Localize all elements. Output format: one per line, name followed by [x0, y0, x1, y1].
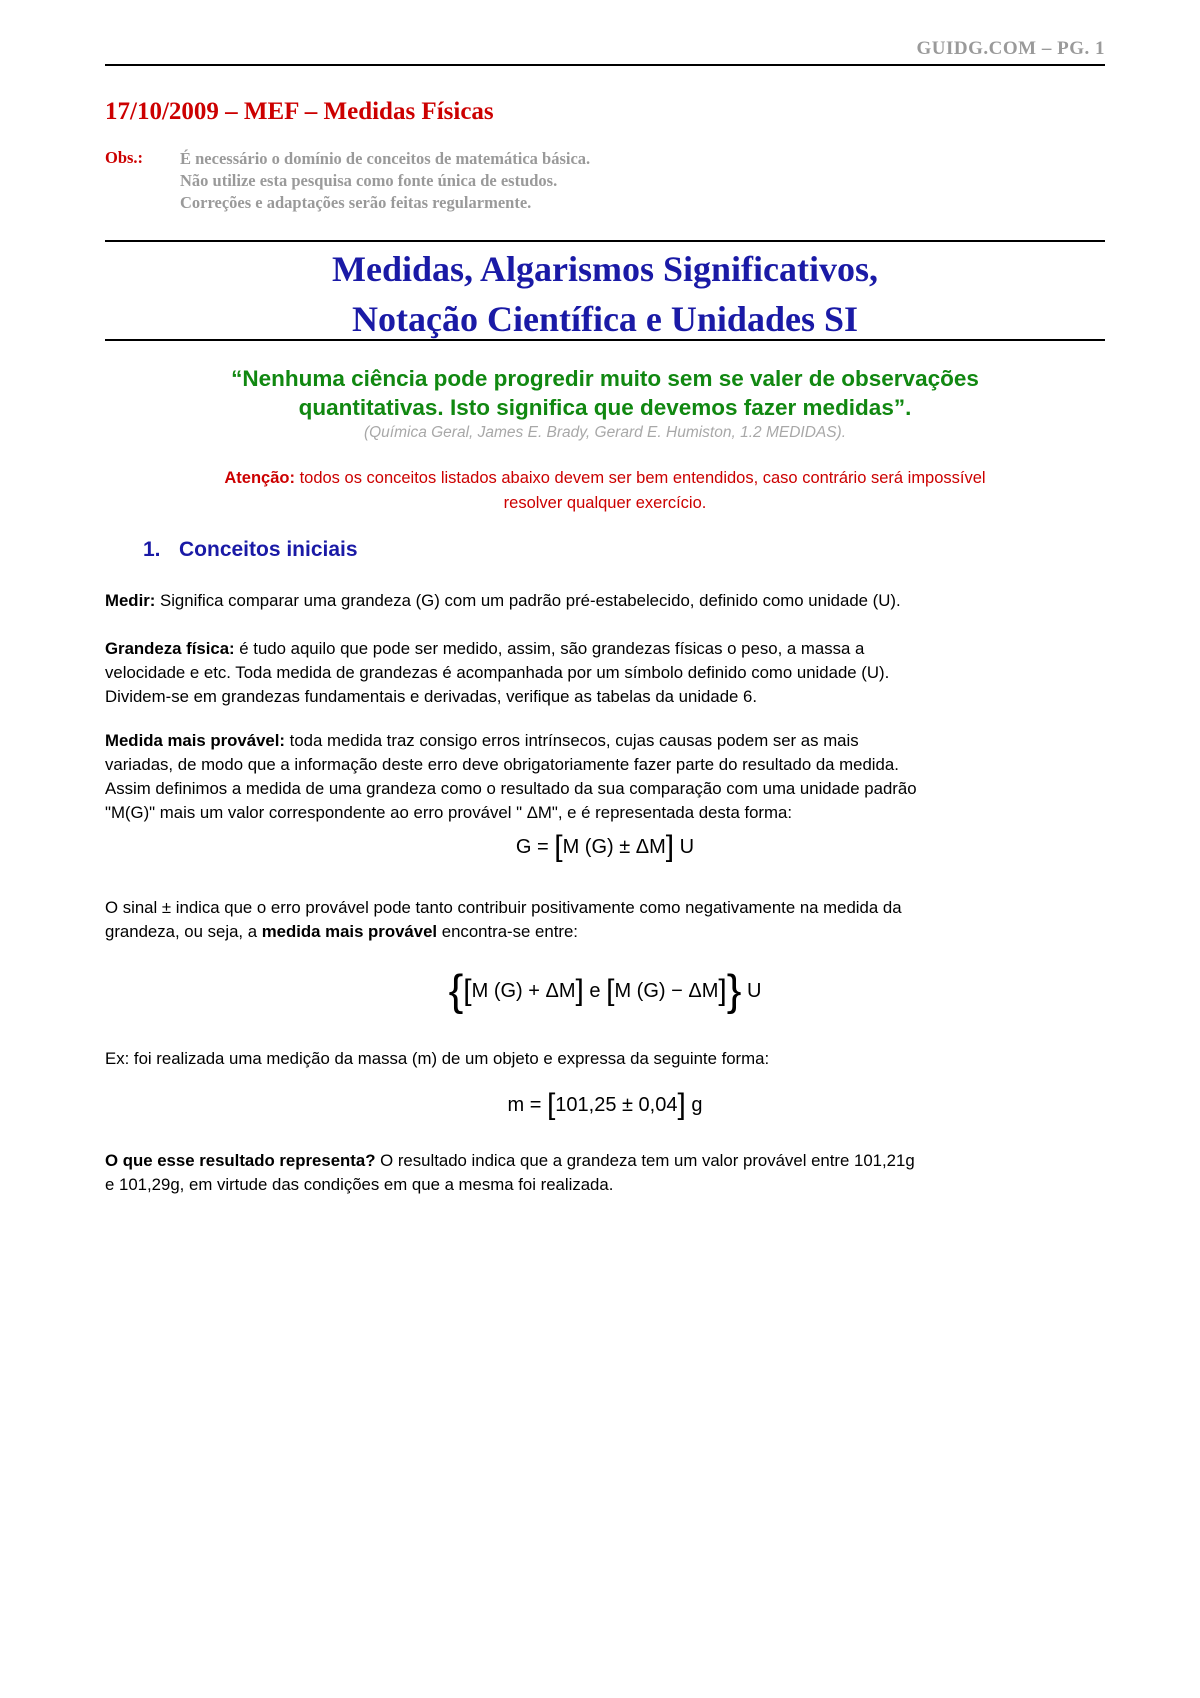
- medida-line3: Assim definimos a medida de uma grandeza como o resultado da sua comparação com uma unidade padrão: [105, 779, 917, 798]
- attention-text: todos os conceitos listados abaixo devem ser bem entendidos, caso contrário será impossível: [294, 469, 986, 487]
- para-example: Ex: foi realizada uma medição da massa (m) de um objeto e expressa da seguinte forma:: [105, 1049, 770, 1068]
- medir-label: Medir:: [105, 591, 156, 610]
- section-heading: [143, 538, 358, 562]
- quote-line2: quantitativas. Isto significa que devemos fazer medidas”.: [298, 395, 912, 420]
- bracket-close: ]: [718, 974, 727, 1007]
- section-number: 1.: [143, 538, 161, 561]
- medida-line4: "M(G)" mais um valor correspondente ao erro provável " ΔM", e é representada desta forma:: [105, 803, 792, 822]
- main-title: [105, 244, 1105, 344]
- grandeza-line2: velocidade e etc. Toda medida de grandezas é acompanhada por um símbolo definido como unidade (U).: [105, 663, 890, 682]
- brace-close: }: [726, 966, 742, 1015]
- attention-label: Atenção:: [224, 469, 295, 487]
- para-result: [105, 1149, 1105, 1197]
- bracket-open: [: [554, 830, 563, 863]
- quote-source: (Química Geral, James E. Brady, Gerard E. Humiston, 1.2 MEDIDAS).: [363, 424, 847, 441]
- medir-text: Significa comparar uma grandeza (G) com um padrão pré-estabelecido, definido como unidade (U).: [155, 591, 901, 610]
- para-grandeza: [105, 637, 1105, 709]
- bracket-close: ]: [677, 1088, 686, 1121]
- obs-label: Obs.:: [105, 148, 144, 167]
- sinal-line2b: medida mais provável: [261, 922, 438, 941]
- section-title: Conceitos iniciais: [179, 538, 358, 561]
- grandeza-line3: Dividem-se em grandezas fundamentais e derivadas, verifique as tabelas da unidade 6.: [105, 687, 758, 706]
- result-line2: e 101,29g, em virtude das condições em que a mesma foi realizada.: [105, 1175, 614, 1194]
- bracket-close: ]: [575, 974, 584, 1007]
- title-rule-top: [105, 240, 1105, 242]
- attention-text2: resolver qualquer exercício.: [503, 494, 707, 512]
- header-rule: [105, 64, 1105, 66]
- result-label: O que esse resultado representa?: [105, 1151, 376, 1170]
- medida-line2: variadas, de modo que a informação deste erro deve obrigatoriamente fazer parte do resultado da medida.: [105, 755, 899, 774]
- formula-example: [105, 1088, 1105, 1121]
- formula2-b: M (G) − ΔM: [614, 980, 719, 1002]
- formula-definition: [105, 830, 1105, 863]
- para-medir: [105, 589, 1105, 613]
- main-title-line2: Notação Científica e Unidades SI: [352, 299, 858, 339]
- grandeza-label: Grandeza física:: [105, 639, 235, 658]
- medida-line1: toda medida traz consigo erros intrínsecos, cujas causas podem ser as mais: [285, 731, 859, 750]
- formula2-e: e: [583, 980, 607, 1002]
- bracket-close: ]: [665, 830, 675, 863]
- formula2-unit: U: [741, 980, 762, 1002]
- para-sinal: [105, 896, 1105, 944]
- attention-note: [105, 466, 1105, 516]
- formula-range: [105, 966, 1105, 1015]
- obs-lines: [180, 148, 880, 214]
- obs-line: É necessário o domínio de conceitos de matemática básica.: [180, 149, 591, 168]
- brace-open: {: [448, 966, 464, 1015]
- formula3-inner: 101,25 ± 0,04: [555, 1094, 678, 1116]
- quote: [105, 364, 1105, 422]
- grandeza-line1: é tudo aquilo que pode ser medido, assim, são grandezas físicas o peso, a massa a: [234, 639, 865, 658]
- obs-line: Não utilize esta pesquisa como fonte única de estudos.: [180, 171, 558, 190]
- title-rule-bottom: [105, 339, 1105, 341]
- bracket-open: [: [463, 974, 472, 1007]
- main-title-line1: Medidas, Algarismos Significativos,: [331, 249, 879, 289]
- quote-line1: “Nenhuma ciência pode progredir muito sem se valer de observações: [231, 366, 979, 391]
- sinal-line2c: encontra-se entre:: [437, 922, 578, 941]
- formula1-inner: M (G) ± ΔM: [562, 836, 666, 858]
- para-medida: [105, 729, 1105, 825]
- bracket-open: [: [546, 1088, 556, 1121]
- formula3-lhs: m =: [507, 1094, 547, 1116]
- sinal-line1: O sinal ± indica que o erro provável pode tanto contribuir positivamente como negativamente na medida da: [105, 898, 902, 917]
- formula1-lhs: G =: [515, 836, 555, 858]
- page-header: GUIDG.COM – PG. 1: [916, 38, 1105, 59]
- date-title: 17/10/2009 – MEF – Medidas Físicas: [105, 98, 494, 125]
- result-line1: O resultado indica que a grandeza tem um valor provável entre 101,21g: [375, 1151, 915, 1170]
- sinal-line2a: grandeza, ou seja, a: [105, 922, 262, 941]
- medida-label: Medida mais provável:: [105, 731, 285, 750]
- obs-line: Correções e adaptações serão feitas regularmente.: [180, 193, 532, 212]
- formula2-a: M (G) + ΔM: [471, 980, 576, 1002]
- bracket-open: [: [606, 974, 615, 1007]
- formula1-unit: U: [674, 836, 695, 858]
- formula3-unit: g: [685, 1094, 703, 1116]
